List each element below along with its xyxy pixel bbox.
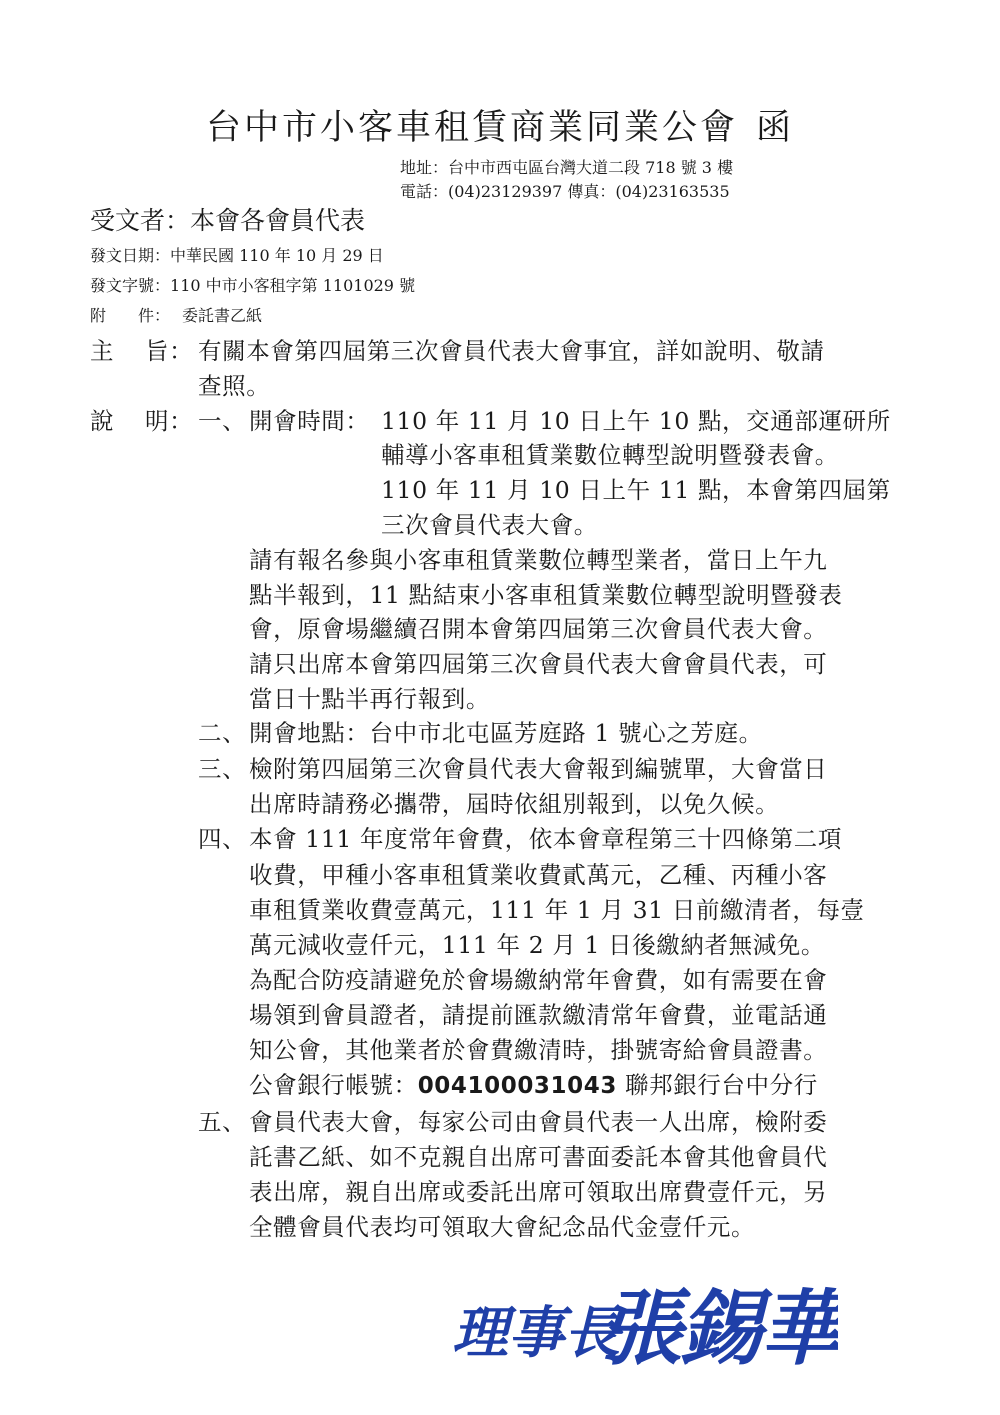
item3-line: 出席時請務必攜帶，屆時依組別報到，以免久候。 — [249, 790, 780, 818]
item4-line: 場領到會員證者，請提前匯款繳清常年會費，並電話通 — [249, 1001, 828, 1029]
signature-title-glyphs: 理事長 — [452, 1300, 620, 1366]
item4-line: 知公會，其他業者於會費繳清時，掛號寄給會員證書。 — [249, 1036, 828, 1064]
reference-label: 發文字號： — [90, 276, 171, 295]
signature-graphic — [448, 1262, 838, 1372]
item3-number: 三、 — [198, 755, 247, 783]
bank-account-row — [249, 1066, 818, 1100]
item1-lead: 開會時間： — [249, 407, 370, 435]
item1-extra-line: 當日十點半再行報到。 — [249, 685, 490, 713]
item5-line: 託書乙紙、如不克親自出席可書面委託本會其他會員代 — [249, 1143, 828, 1171]
item1-line: 三次會員代表大會。 — [381, 511, 598, 539]
item5-line: 會員代表大會，每家公司由會員代表一人出席，檢附委 — [249, 1108, 828, 1136]
attachment-label: 附 件： — [90, 306, 171, 325]
org-name: 台中市小客車租賃商業同業公會 — [205, 108, 738, 148]
date-row — [90, 243, 384, 266]
bank-name: 聯邦銀行台中分行 — [616, 1071, 818, 1099]
item1-extra-line: 會，原會場繼續召開本會第四屆第三次會員代表大會。 — [249, 615, 828, 643]
org-address: 地址：台中市西屯區台灣大道二段 718 號 3 樓 — [400, 158, 734, 177]
item1-line: 輔導小客車租賃業數位轉型說明暨發表會。 — [381, 441, 839, 469]
item4-line: 車租賃業收費壹萬元，111 年 1 月 31 日前繳清者，每壹 — [249, 896, 865, 924]
bank-account-label: 公會銀行帳號： — [249, 1071, 418, 1099]
explanation-label-a: 說 — [90, 407, 115, 435]
item2-number: 二、 — [198, 719, 247, 747]
org-phone: 電話：(04)23129397 傳真：(04)23163535 — [400, 182, 730, 201]
item4-line: 本會 111 年度常年會費，依本會章程第三十四條第二項 — [249, 825, 842, 853]
item1-line: 110 年 11 月 10 日上午 10 點，交通部運研所 — [381, 407, 891, 435]
item1-number: 一、 — [198, 407, 247, 435]
item1-extra-line: 請有報名參與小客車租賃業數位轉型業者，當日上午九 — [249, 546, 828, 574]
subject-label-a: 主 — [90, 337, 115, 365]
date-value: 中華民國 110 年 10 月 29 日 — [170, 246, 384, 265]
item1-extra-line: 請只出席本會第四屆第三次會員代表大會會員代表，可 — [249, 650, 828, 678]
explanation-label-b: 明： — [145, 407, 194, 435]
letter-title — [0, 100, 1000, 150]
subject-line-2: 查照。 — [198, 372, 271, 400]
item4-line: 萬元減收壹仟元，111 年 2 月 1 日後繳納者無減免。 — [249, 931, 826, 959]
date-label: 發文日期： — [90, 246, 171, 265]
item1-extra-line: 點半報到，11 點結束小客車租賃業數位轉型說明暨發表 — [249, 581, 843, 609]
recipient-label: 受文者： — [90, 206, 191, 235]
item4-number: 四、 — [198, 825, 247, 853]
chairman-signature-stamp — [448, 1262, 838, 1372]
reference-row — [90, 273, 415, 296]
signature-name-glyphs: 張錫華 — [600, 1282, 838, 1372]
item4-line: 收費，甲種小客車租賃業收費貳萬元，乙種、丙種小客 — [249, 861, 828, 889]
item3-line: 檢附第四屆第三次會員代表大會報到編號單，大會當日 — [249, 755, 828, 783]
recipient-row — [90, 201, 365, 237]
reference-value: 110 中市小客租字第 1101029 號 — [170, 276, 416, 295]
item5-line: 全體會員代表均可領取大會紀念品代金壹仟元。 — [249, 1213, 756, 1241]
item2-line: 開會地點：台中市北屯區芳庭路 1 號心之芳庭。 — [249, 719, 763, 747]
item1-line: 110 年 11 月 10 日上午 11 點，本會第四屆第 — [381, 476, 891, 504]
bank-account-number: 004100031043 — [417, 1073, 617, 1099]
doc-type: 函 — [756, 108, 795, 148]
item5-line: 表出席，親自出席或委託出席可領取出席費壹仟元，另 — [249, 1178, 828, 1206]
attachment-value: 委託書乙紙 — [182, 306, 263, 325]
subject-label-b: 旨： — [145, 337, 194, 365]
attachment-row — [90, 303, 262, 326]
recipient-value: 本會各會員代表 — [190, 206, 366, 235]
subject-line-1: 有關本會第四屆第三次會員代表大會事宜，詳如說明、敬請 — [198, 337, 825, 365]
item4-line: 為配合防疫請避免於會場繳納常年會費，如有需要在會 — [249, 966, 828, 994]
item5-number: 五、 — [198, 1108, 247, 1136]
